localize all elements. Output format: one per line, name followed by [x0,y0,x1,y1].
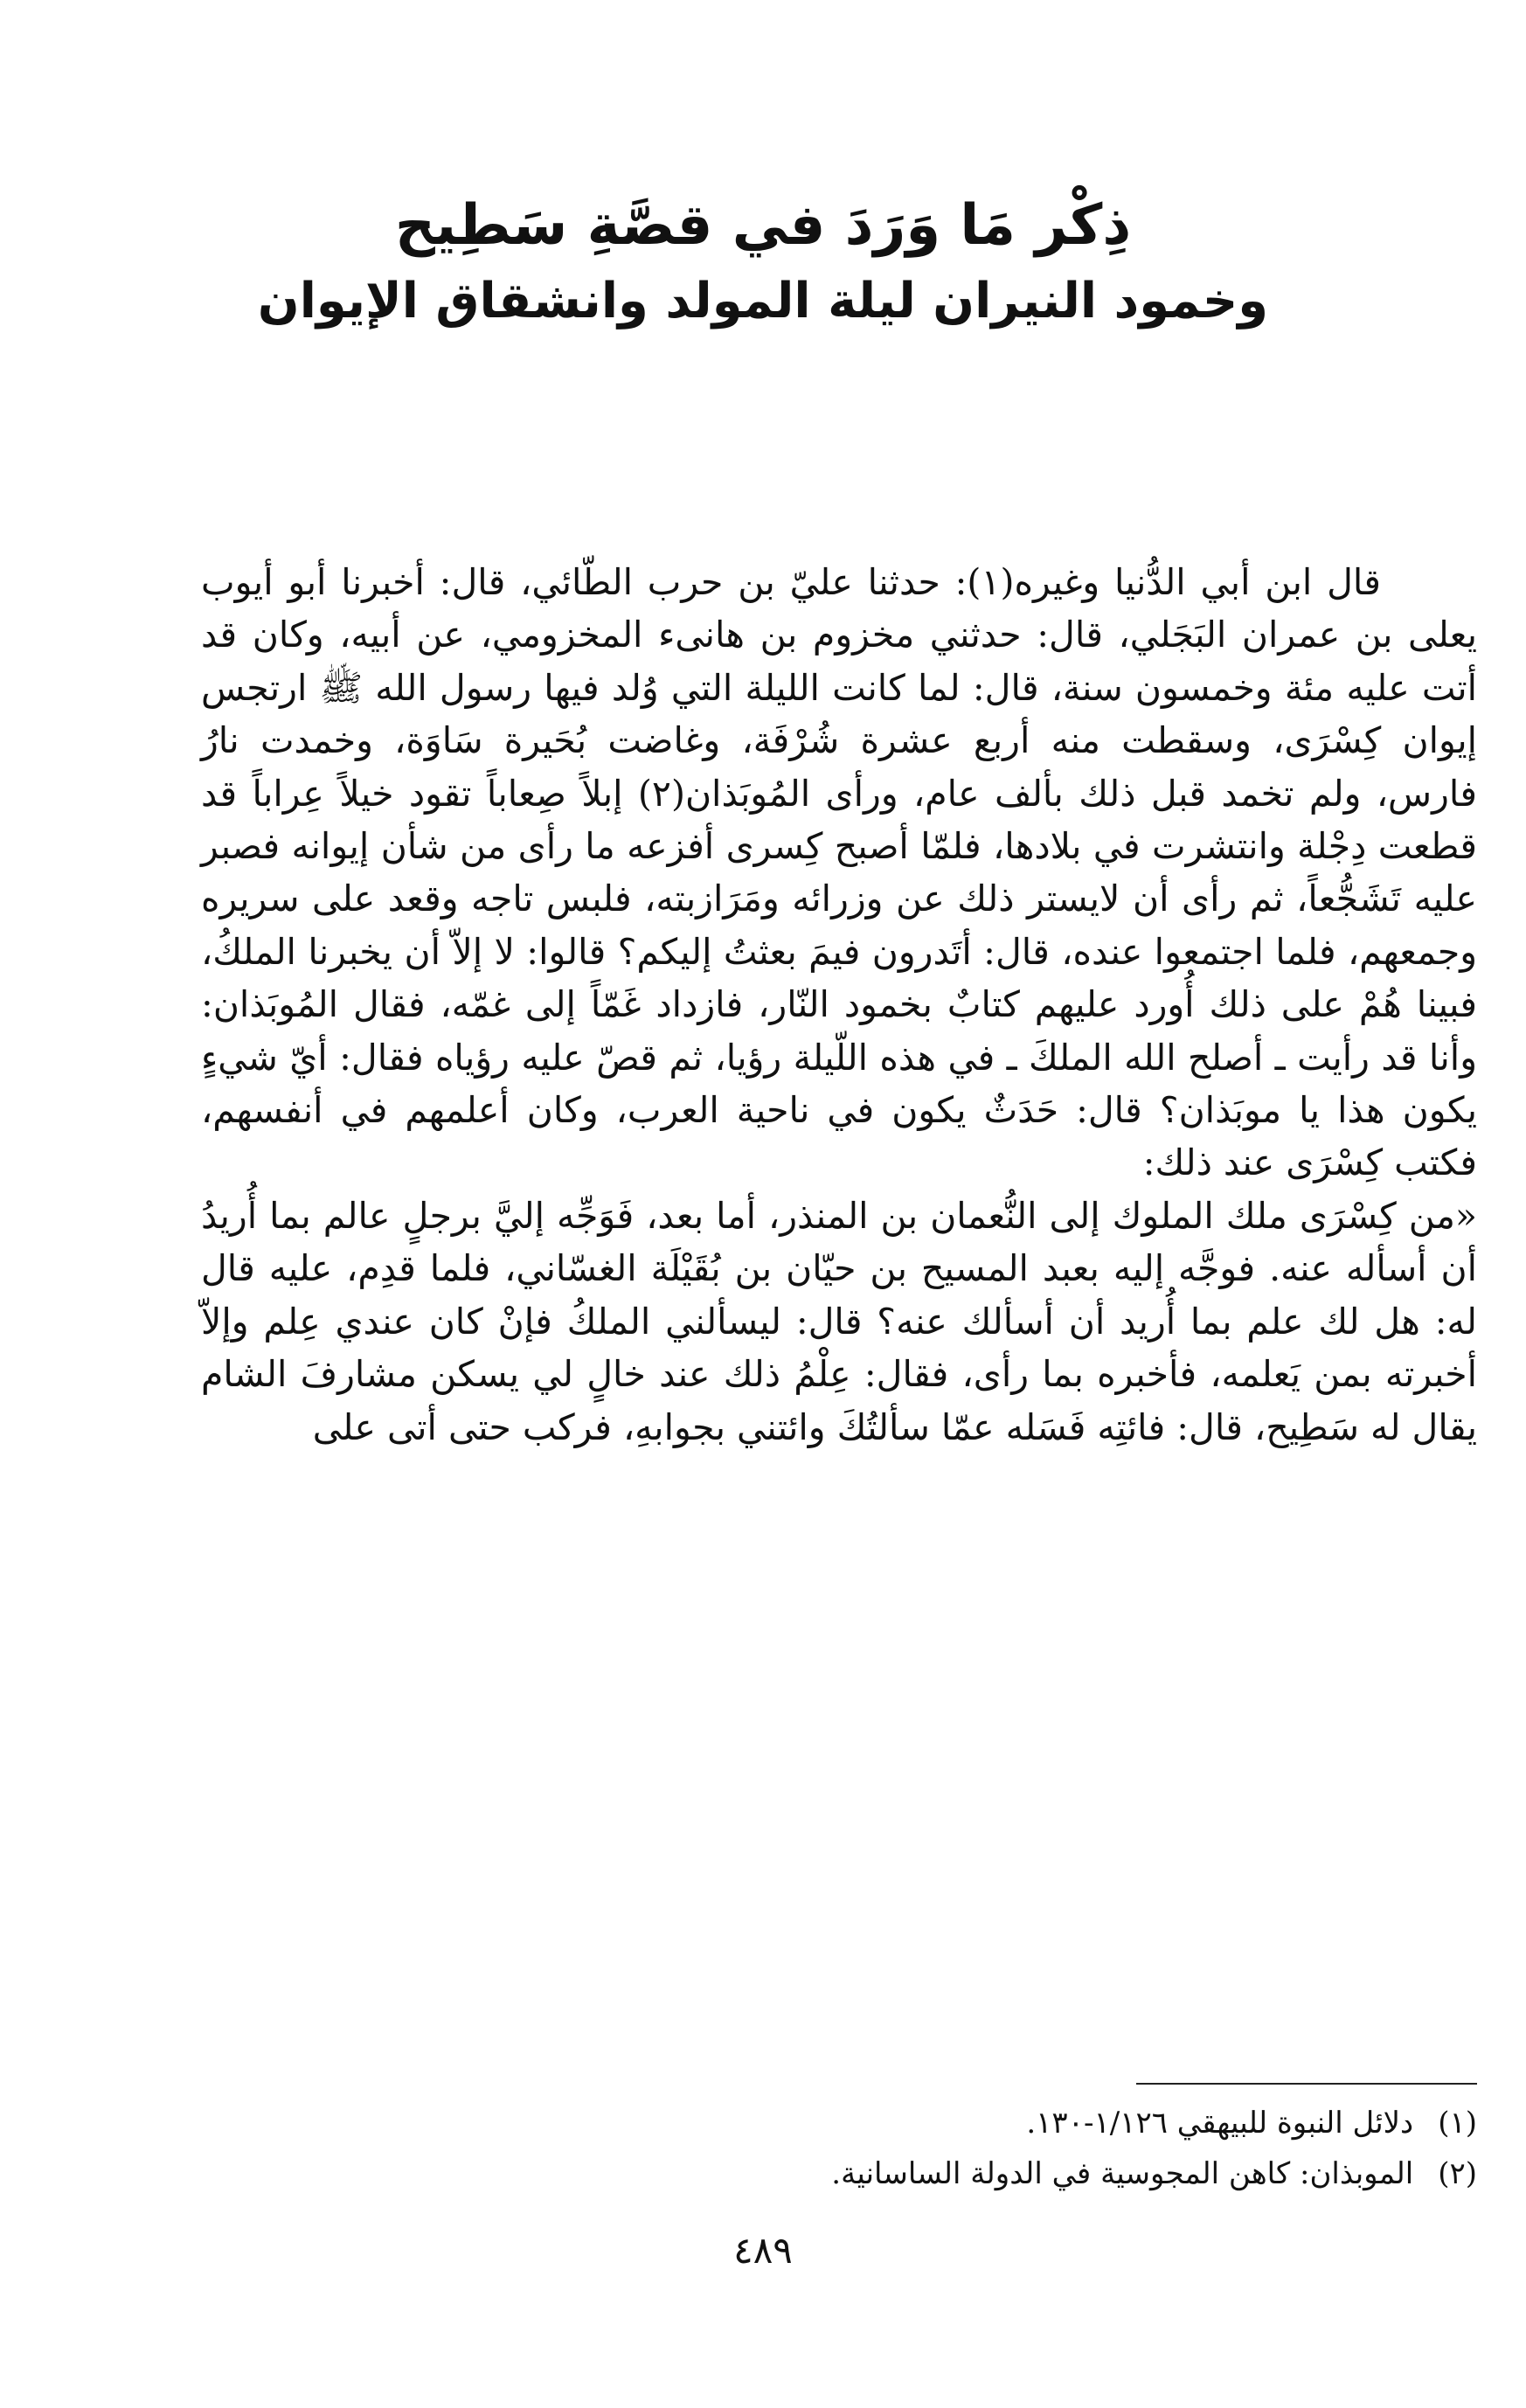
chapter-title: ذِكْر مَا وَرَدَ في قصَّةِ سَطِيح [394,193,1132,258]
footnote-item [201,2098,1477,2148]
page-number: ٤٨٩ [733,2229,793,2272]
footnote-divider [1136,2083,1477,2085]
footnote-text: دلائل النبوة للبيهقي ١/١٢٦-١٣٠. [1026,2106,1414,2141]
footnote-text: الموبذان: كاهن المجوسية في الدولة الساسانية. [831,2156,1414,2191]
main-text [201,556,1477,1454]
footnotes [201,2098,1477,2199]
footnote-number: (٢) [1438,2156,1477,2191]
footnote-item [201,2148,1477,2199]
chapter-subtitle: وخمود النيران ليلة المولد وانشقاق الإيوان [257,273,1269,330]
chapter-heading [201,188,1325,335]
footnote-number: (١) [1438,2106,1477,2141]
paragraph: «من كِسْرَى ملك الملوك إلى النُّعمان بن المنذر، أما بعد، فَوَجِّه إليَّ برجلٍ عالم بما أُريدُ أن أسأله عنه. فوجَّه إليه بعبد المسيح بن حيّان بن بُقَيْلَة الغسّاني، فلما قدِم، عليه قال له: هل لك علم بما أُريد أن أسألك عنه؟ قال: ليسألني الملكُ فإنْ كان عندي عِلم وإلاّ أخبرته بمن يَعلمه، فأخبره بما رأى، فقال: عِلْمُ ذلك عند خالٍ لي يسكن مشارفَ الشام يقال له سَطِيح، قال: فائتِه فَسَله عمّا سألتُكَ وائتني بجوابهِ، فركب حتى أتى على [201,1194,1477,1448]
paragraph: قال ابن أبي الدُّنيا وغيره(١): حدثنا عليّ بن حرب الطّائي، قال: أخبرنا أبو أيوب يعلى بن عمران البَجَلي، قال: حدثني مخزوم بن هانىء المخزومي، عن أبيه، وكان قد أتت عليه مئة وخمسون سنة، قال: لما كانت الليلة التي وُلد فيها رسول الله ﷺ ارتجس إيوان كِسْرَى، وسقطت منه أربع عشرة شُرْفَة، وغاضت بُحَيرة سَاوَة، وخمدت نارُ فارس، ولم تخمد قبل ذلك بألف عام، ورأى المُوبَذان(٢) إبلاً صِعاباً تقود خيلاً عِراباً قد قطعت دِجْلة وانتشرت في بلادها، فلمّا أصبح كِسرى أفزعه ما رأى من شأن إيوانه فصبر عليه تَشَجُّعاً، ثم رأى أن لايستر ذلك عن وزرائه ومَرَازبته، فلبس تاجه وقعد على سريره وجمعهم، فلما اجتمعوا عنده، قال: أتَدرون فيمَ بعثتُ إليكم؟ قالوا: لا إلاّ أن يخبرنا الملكُ، فبينا هُمْ على ذلك أُورد عليهم كتابٌ بخمود النّار، فازداد غَمّاً إلى غمّه، فقال المُوبَذان: وأنا قد رأيت ـ أصلح الله الملكَ ـ في هذه اللّيلة رؤيا، ثم قصّ عليه رؤياه فقال: أيّ شيءٍ يكون هذا يا موبَذان؟ قال: حَدَثٌ يكون في ناحية العرب، وكان أعلمهم في أنفسهم، فكتب كِسْرَى عند ذلك: [201,561,1477,1184]
